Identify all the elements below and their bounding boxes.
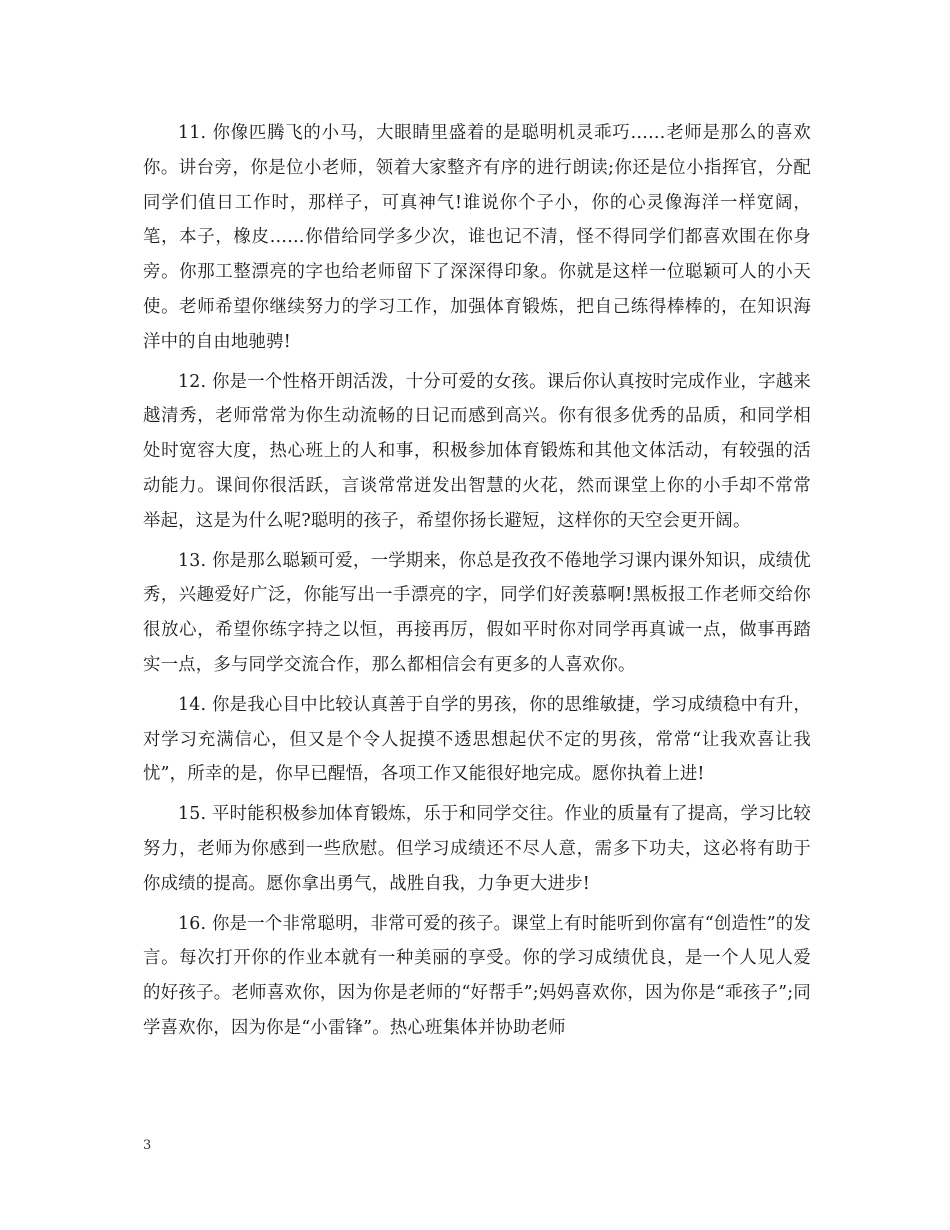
paragraph-13: 13. 你是那么聪颖可爱，一学期来，你总是孜孜不倦地学习课内课外知识，成绩优秀，兴趣爱好广泛，你能写出一手漂亮的字，同学们好羡慕啊!黑板报工作老师交给你很放心，希望你练字持之以恒，再接再厉，假如平时你对同学再真诚一点，做事再踏实一点，多与同学交流合作，那么都相信会有更多的人喜欢你。 [143, 550, 811, 675]
paragraph-16: 16. 你是一个非常聪明，非常可爱的孩子。课堂上有时能听到你富有“创造性”的发言。每次打开你的作业本就有一种美丽的享受。你的学习成绩优良，是一个人见人爱的好孩子。老师喜欢你，因为你是老师的“好帮手”;妈妈喜欢你，因为你是“乖孩子”;同学喜欢你，因为你是“小雷锋”。热心班集体并协助老师 [143, 913, 811, 1038]
document-body [143, 116, 811, 1051]
paragraph-12: 12. 你是一个性格开朗活泼，十分可爱的女孩。课后你认真按时完成作业，字越来越清秀，老师常常为你生动流畅的日记而感到高兴。你有很多优秀的品质，和同学相处时宽容大度，热心班上的人和事，积极参加体育锻炼和其他文体活动，有较强的活动能力。课间你很活跃，言谈常常迸发出智慧的火花，然而课堂上你的小手却不常常举起，这是为什么呢?聪明的孩子，希望你扬长避短，这样你的天空会更开阔。 [143, 371, 811, 531]
paragraph-15: 15. 平时能积极参加体育锻炼，乐于和同学交往。作业的质量有了提高，学习比较努力，老师为你感到一些欣慰。但学习成绩还不尽人意，需多下功夫，这必将有助于你成绩的提高。愿你拿出勇气，战胜自我，力争更大进步! [143, 804, 811, 894]
page-number: 3 [143, 1138, 152, 1153]
paragraph-14: 14. 你是我心目中比较认真善于自学的男孩，你的思维敏捷，学习成绩稳中有升，对学习充满信心，但又是个令人捉摸不透思想起伏不定的男孩，常常“让我欢喜让我忧”，所幸的是，你早已醒悟，各项工作又能很好地完成。愿你执着上进! [143, 694, 811, 785]
paragraph-11: 11. 你像匹腾飞的小马，大眼睛里盛着的是聪明机灵乖巧……老师是那么的喜欢你。讲台旁，你是位小老师，领着大家整齐有序的进行朗读;你还是位小指挥官，分配同学们值日工作时，那样子，可真神气!谁说你个子小，你的心灵像海洋一样宽阔，笔，本子，橡皮……你借给同学多少次，谁也记不清，怪不得同学们都喜欢围在你身旁。你那工整漂亮的字也给老师留下了深深得印象。你就是这样一位聪颖可人的小天使。老师希望你继续努力的学习工作，加强体育锻炼，把自己练得棒棒的，在知识海洋中的自由地驰骋! [143, 123, 811, 352]
